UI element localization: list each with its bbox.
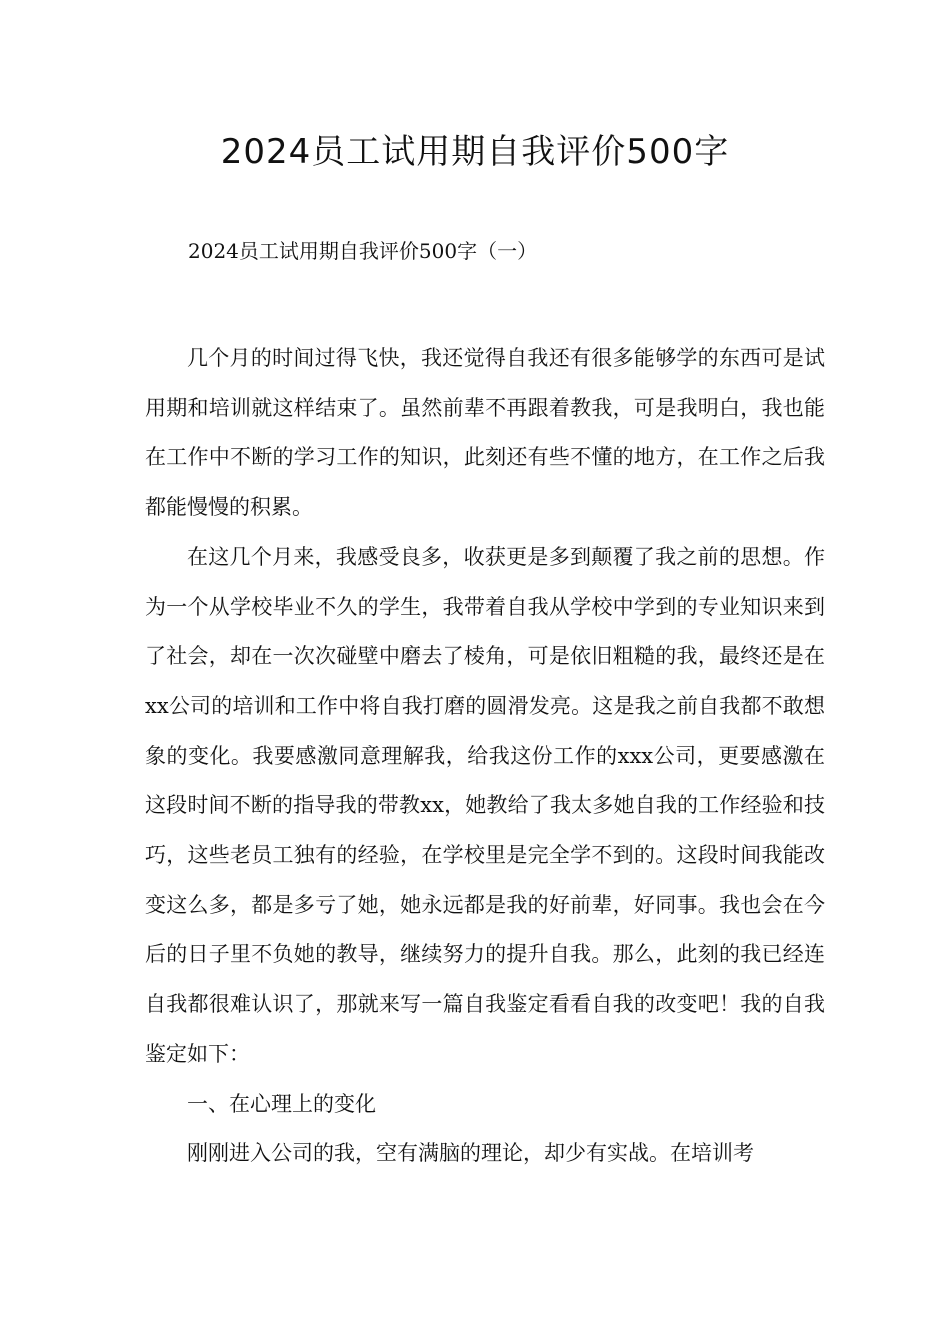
section-subheading: 一、在心理上的变化 [187,1091,376,1116]
section-heading: 2024员工试用期自我评价500字（一） [188,239,538,263]
body-text [145,334,825,1179]
paragraph: 刚刚进入公司的我，空有满脑的理论，却少有实战。在培训考 [187,1141,754,1166]
document-title: 2024员工试用期自我评价500字 [220,132,730,172]
paragraph: 几个月的时间过得飞快，我还觉得自我还有很多能够学的东西可是试用期和培训就这样结束了。虽然前辈不再跟着教我，可是我明白，我也能在工作中不断的学习工作的知识，此刻还有些不懂的地方，在工作之后我都能慢慢的积累。 [145,346,825,520]
paragraph: 在这几个月来，我感受良多，收获更是多到颠覆了我之前的思想。作为一个从学校毕业不久的学生，我带着自我从学校中学到的专业知识来到了社会，却在一次次碰壁中磨去了棱角，可是依旧粗糙的我，最终还是在xx公司的培训和工作中将自我打磨的圆滑发亮。这是我之前自我都不敢想象的变化。我要感激同意理解我，给我这份工作的xxx公司，更要感激在这段时间不断的指导我的带教xx，她教给了我太多她自我的工作经验和技巧，这些老员工独有的经验，在学校里是完全学不到的。这段时间我能改变这么多，都是多亏了她，她永远都是我的好前辈，好同事。我也会在今后的日子里不负她的教导，继续努力的提升自我。那么，此刻的我已经连自我都很难认识了，那就来写一篇自我鉴定看看自我的改变吧！我的自我鉴定如下： [145,544,825,1066]
